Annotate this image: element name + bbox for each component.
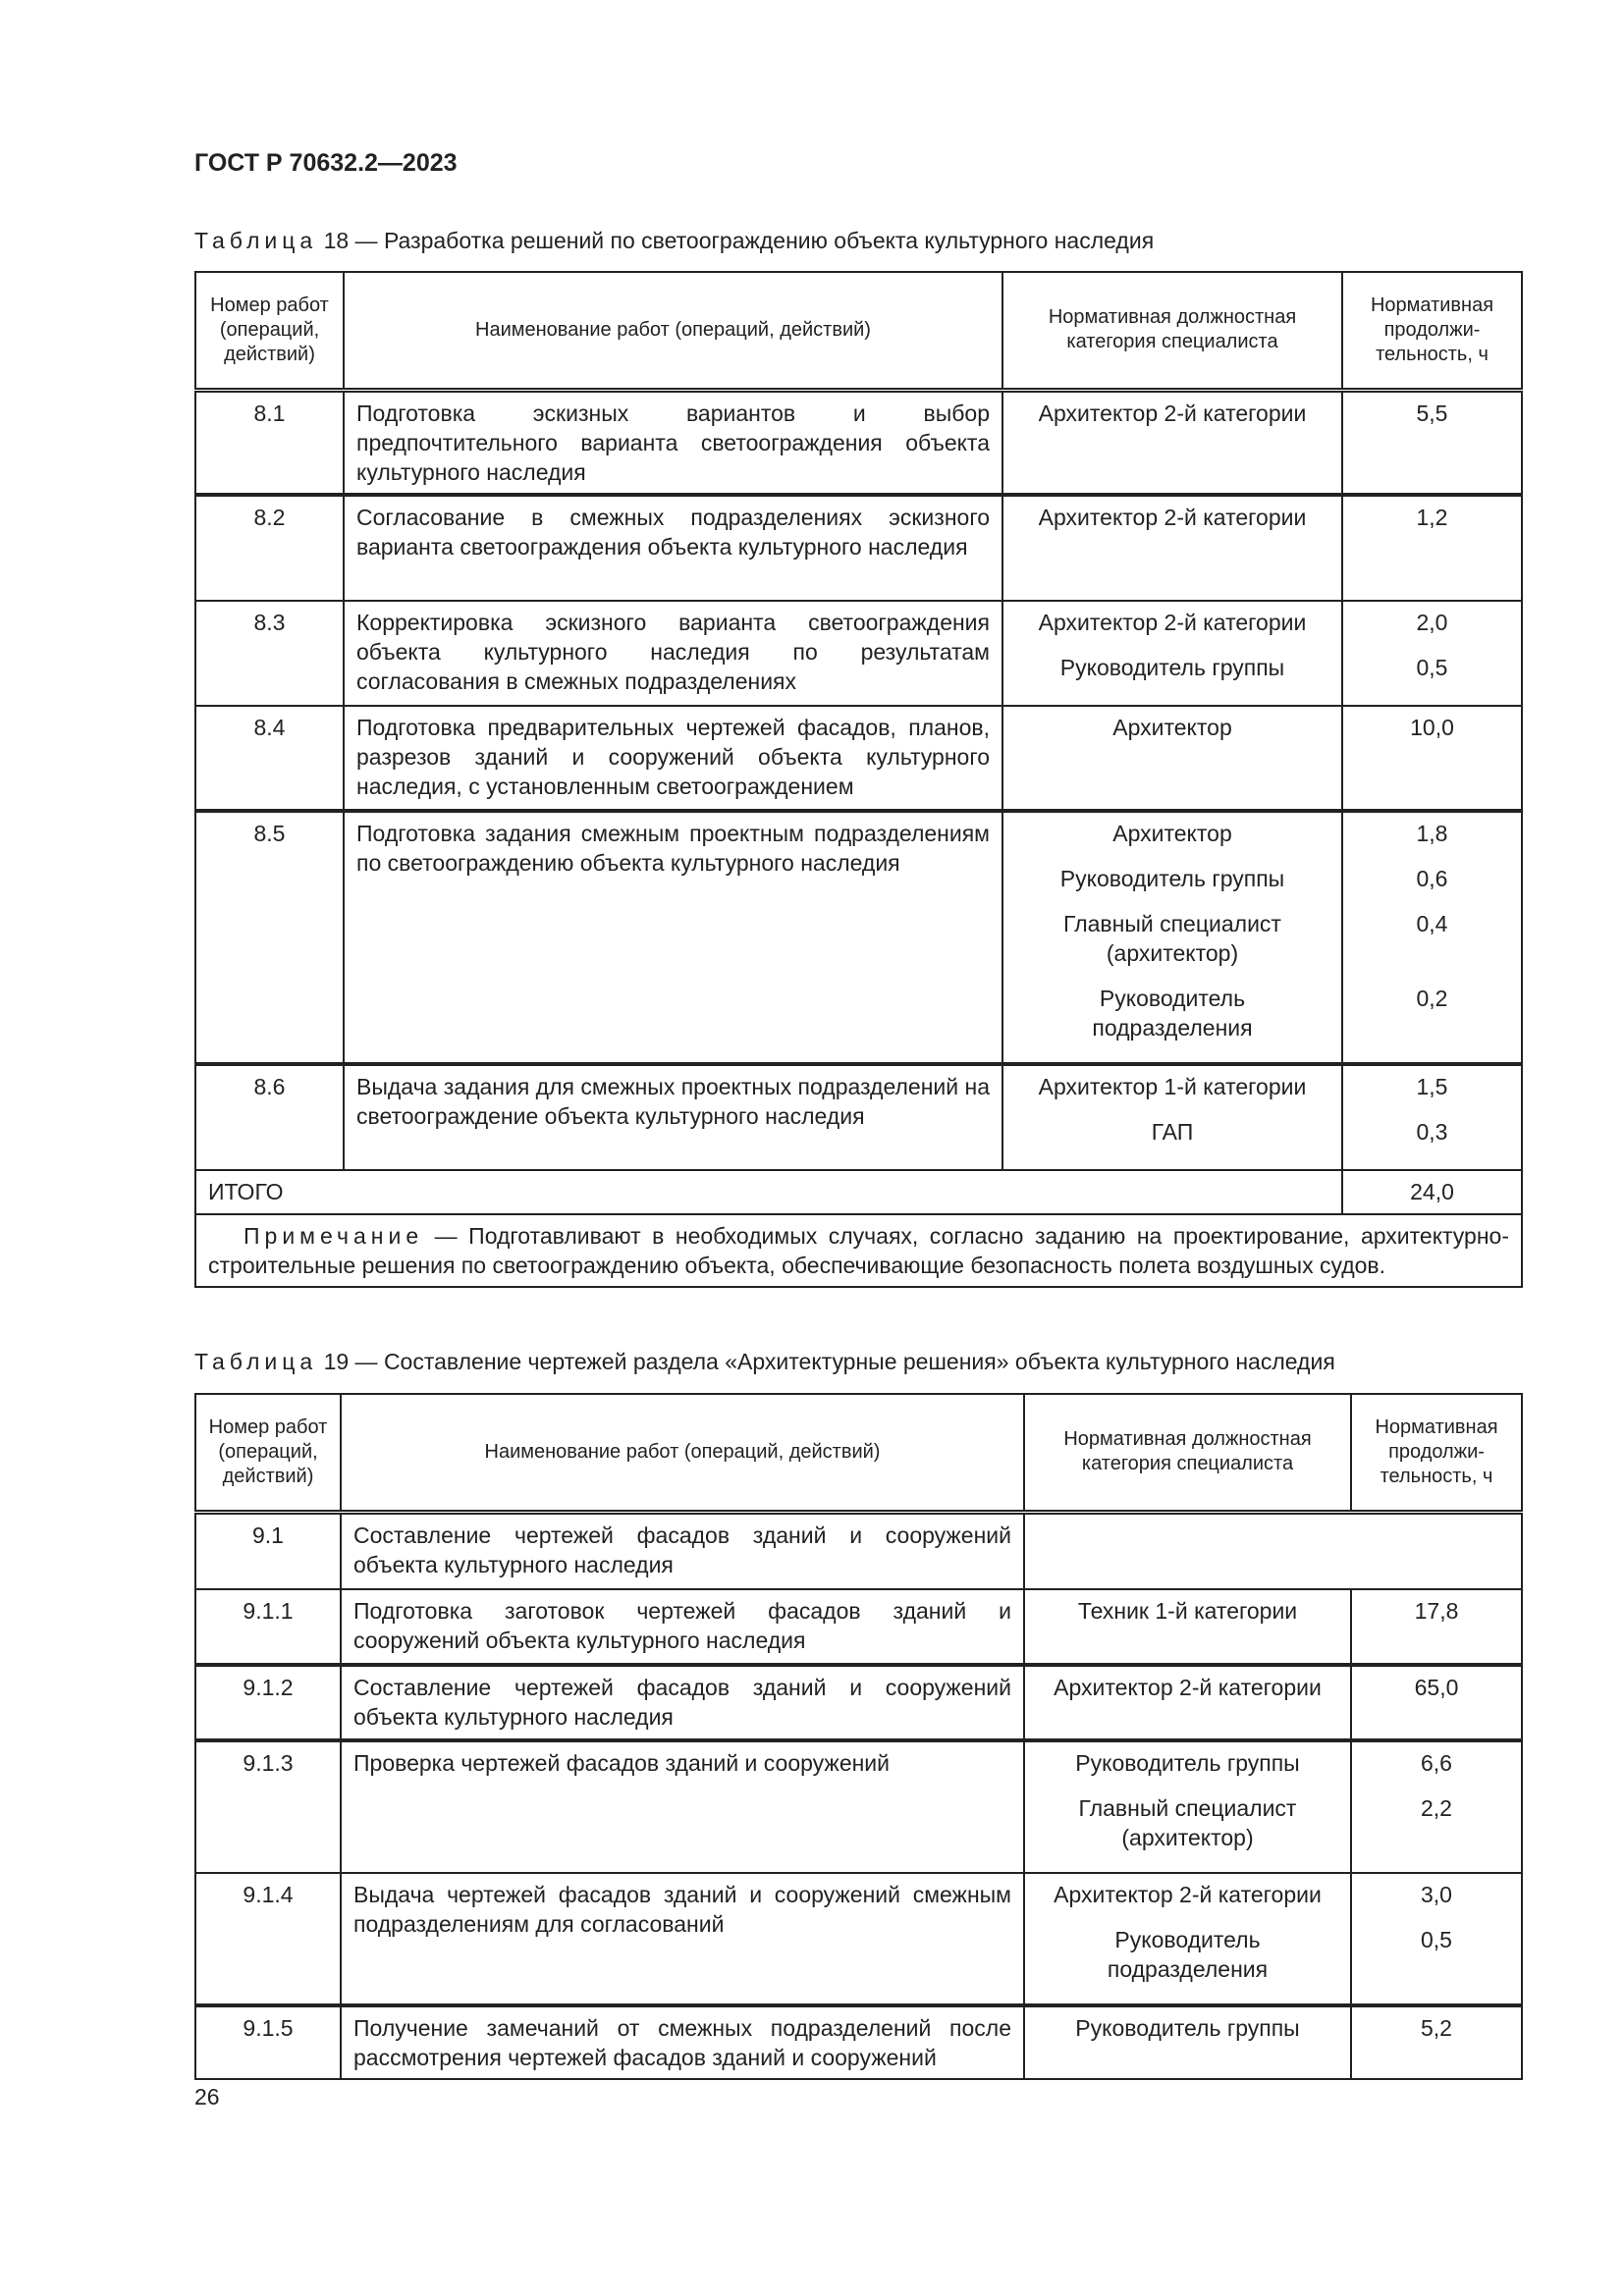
hours-cell bbox=[1342, 706, 1522, 811]
hours-cell bbox=[1351, 1873, 1522, 2005]
table-18-caption bbox=[194, 228, 1154, 254]
specialist-cell bbox=[1002, 495, 1342, 601]
table-19-caption bbox=[194, 1349, 1335, 1375]
document-title: ГОСТ Р 70632.2—2023 bbox=[194, 149, 458, 177]
hours-value: 0,6 bbox=[1416, 866, 1448, 891]
empty-cell bbox=[1024, 1512, 1522, 1589]
note-word: Примечание bbox=[244, 1223, 424, 1249]
table-row bbox=[195, 601, 1522, 706]
table-row bbox=[195, 1589, 1522, 1665]
specialist-role: Главный специалист (архитектор) bbox=[1078, 1795, 1297, 1850]
row-number: 8.4 bbox=[195, 706, 344, 811]
hours-cell bbox=[1351, 1665, 1522, 1740]
caption-text: 18 — Разработка решений по светоограждению объекта культурного наследия bbox=[323, 228, 1155, 253]
hours-cell bbox=[1342, 811, 1522, 1064]
work-name: Подготовка заготовок чертежей фасадов зданий и сооружений объекта культурного наследия bbox=[341, 1589, 1024, 1665]
total-label: ИТОГО bbox=[195, 1170, 1342, 1214]
row-number: 9.1.4 bbox=[195, 1873, 341, 2005]
row-number: 9.1.5 bbox=[195, 2005, 341, 2079]
page-number: 26 bbox=[194, 2084, 220, 2109]
hours-value: 3,0 bbox=[1421, 1882, 1452, 1907]
table-row bbox=[195, 1740, 1522, 1873]
row-number: 8.3 bbox=[195, 601, 344, 706]
work-name: Проверка чертежей фасадов зданий и сооружений bbox=[341, 1740, 1024, 1873]
table-row bbox=[195, 390, 1522, 495]
table-row bbox=[195, 706, 1522, 811]
note-row bbox=[195, 1214, 1522, 1287]
table-row bbox=[195, 1665, 1522, 1740]
hours-value: 1,5 bbox=[1416, 1074, 1448, 1099]
hours-cell bbox=[1342, 601, 1522, 706]
total-value: 24,0 bbox=[1342, 1170, 1522, 1214]
specialist-cell bbox=[1002, 706, 1342, 811]
specialist-role: Техник 1-й категории bbox=[1077, 1598, 1298, 1624]
caption-text: 19 — Составление чертежей раздела «Архитектурные решения» объекта культурного наследия bbox=[323, 1349, 1335, 1374]
work-name: Согласование в смежных подразделениях эскизного варианта светоограждения объекта культурного наследия bbox=[344, 495, 1002, 601]
table-18 bbox=[194, 271, 1523, 1288]
specialist-cell bbox=[1002, 811, 1342, 1064]
header-role: Нормативная должностная категория специалиста bbox=[1002, 272, 1342, 390]
caption-word: Таблица bbox=[194, 1349, 318, 1374]
hours-value: 17,8 bbox=[1414, 1598, 1459, 1624]
specialist-cell bbox=[1024, 1589, 1351, 1665]
header-num: Номер работ (операций, действий) bbox=[195, 1394, 341, 1512]
specialist-role: Руководитель подразделения bbox=[1092, 986, 1253, 1041]
hours-value: 65,0 bbox=[1414, 1675, 1459, 1700]
specialist-cell bbox=[1024, 1665, 1351, 1740]
header-role: Нормативная должностная категория специалиста bbox=[1024, 1394, 1351, 1512]
table-row bbox=[195, 1873, 1522, 2005]
specialist-cell bbox=[1024, 1740, 1351, 1873]
table-header bbox=[195, 1394, 1522, 1512]
hours-value: 6,6 bbox=[1421, 1750, 1452, 1776]
table-note bbox=[195, 1214, 1522, 1287]
table-row bbox=[195, 1064, 1522, 1170]
specialist-cell bbox=[1024, 2005, 1351, 2079]
specialist-role: Руководитель группы bbox=[1059, 866, 1285, 891]
note-text: — Подготавливают в необходимых случаях, согласно заданию на проектирование, архитектурно-строительные решения по светоограждению объекта, обеспечивающие безопасность полета воздушных судов. bbox=[208, 1223, 1509, 1278]
specialist-role: Руководитель группы bbox=[1059, 655, 1285, 680]
hours-value: 0,4 bbox=[1416, 911, 1448, 936]
row-number: 8.1 bbox=[195, 390, 344, 495]
work-name: Выдача задания для смежных проектных подразделений на светоограждение объекта культурного наследия bbox=[344, 1064, 1002, 1170]
work-name: Подготовка задания смежным проектным подразделениям по светоограждению объекта культурного наследия bbox=[344, 811, 1002, 1064]
work-name: Составление чертежей фасадов зданий и сооружений объекта культурного наследия bbox=[341, 1512, 1024, 1589]
row-number: 8.2 bbox=[195, 495, 344, 601]
specialist-role: Архитектор bbox=[1112, 715, 1232, 740]
specialist-cell bbox=[1002, 390, 1342, 495]
specialist-role: Архитектор 2-й категории bbox=[1038, 610, 1307, 635]
total-row bbox=[195, 1170, 1522, 1214]
hours-cell bbox=[1351, 1589, 1522, 1665]
hours-value: 2,0 bbox=[1416, 610, 1448, 635]
caption-word: Таблица bbox=[194, 228, 318, 253]
hours-value: 0,5 bbox=[1421, 1927, 1452, 1952]
specialist-role: Руководитель группы bbox=[1075, 1750, 1300, 1776]
table-row bbox=[195, 495, 1522, 601]
hours-cell bbox=[1342, 495, 1522, 601]
hours-value: 5,5 bbox=[1416, 400, 1448, 426]
table-row bbox=[195, 2005, 1522, 2079]
header-name: Наименование работ (операций, действий) bbox=[341, 1394, 1024, 1512]
hours-value: 0,2 bbox=[1416, 986, 1448, 1011]
specialist-cell bbox=[1002, 601, 1342, 706]
row-number: 9.1.2 bbox=[195, 1665, 341, 1740]
specialist-role: Главный специалист (архитектор) bbox=[1063, 911, 1281, 966]
specialist-cell bbox=[1002, 1064, 1342, 1170]
work-name: Подготовка эскизных вариантов и выбор предпочтительного варианта светоограждения объекта культурного наследия bbox=[344, 390, 1002, 495]
table-19 bbox=[194, 1393, 1523, 2080]
header-hours: Нормативная продолжи-тельность, ч bbox=[1351, 1394, 1522, 1512]
header-name: Наименование работ (операций, действий) bbox=[344, 272, 1002, 390]
row-number: 9.1 bbox=[195, 1512, 341, 1589]
specialist-cell bbox=[1024, 1873, 1351, 2005]
hours-value: 10,0 bbox=[1410, 715, 1454, 740]
header-hours: Нормативная продолжи-тельность, ч bbox=[1342, 272, 1522, 390]
work-name: Подготовка предварительных чертежей фасадов, планов, разрезов зданий и сооружений объекта культурного наследия, с установленным светоограждением bbox=[344, 706, 1002, 811]
work-name: Составление чертежей фасадов зданий и сооружений объекта культурного наследия bbox=[341, 1665, 1024, 1740]
work-name: Выдача чертежей фасадов зданий и сооружений смежным подразделениям для согласований bbox=[341, 1873, 1024, 2005]
hours-cell bbox=[1351, 1740, 1522, 1873]
work-name: Корректировка эскизного варианта светоограждения объекта культурного наследия по результатам согласования в смежных подразделениях bbox=[344, 601, 1002, 706]
hours-value: 1,2 bbox=[1416, 505, 1448, 530]
row-number: 8.6 bbox=[195, 1064, 344, 1170]
row-number: 8.5 bbox=[195, 811, 344, 1064]
specialist-role: Архитектор 2-й категории bbox=[1054, 1675, 1322, 1700]
row-number: 9.1.1 bbox=[195, 1589, 341, 1665]
specialist-role: Архитектор 2-й категории bbox=[1054, 1882, 1322, 1907]
specialist-role: ГАП bbox=[1151, 1119, 1194, 1145]
work-name: Получение замечаний от смежных подразделений после рассмотрения чертежей фасадов зданий и сооружений bbox=[341, 2005, 1024, 2079]
hours-cell bbox=[1342, 1064, 1522, 1170]
hours-cell bbox=[1342, 390, 1522, 495]
specialist-role: Архитектор bbox=[1112, 821, 1232, 846]
row-number: 9.1.3 bbox=[195, 1740, 341, 1873]
specialist-role: Архитектор 2-й категории bbox=[1038, 400, 1307, 426]
table-row bbox=[195, 811, 1522, 1064]
hours-value: 0,3 bbox=[1416, 1119, 1448, 1145]
header-num: Номер работ (операций, действий) bbox=[195, 272, 344, 390]
hours-value: 5,2 bbox=[1421, 2015, 1452, 2041]
hours-value: 0,5 bbox=[1416, 655, 1448, 680]
specialist-role: Руководитель подразделения bbox=[1107, 1927, 1269, 1982]
hours-cell bbox=[1351, 2005, 1522, 2079]
table-row bbox=[195, 1512, 1522, 1589]
specialist-role: Архитектор 1-й категории bbox=[1038, 1074, 1307, 1099]
hours-value: 1,8 bbox=[1416, 821, 1448, 846]
hours-value: 2,2 bbox=[1421, 1795, 1452, 1821]
specialist-role: Руководитель группы bbox=[1075, 2015, 1300, 2041]
specialist-role: Архитектор 2-й категории bbox=[1038, 505, 1307, 530]
table-header bbox=[195, 272, 1522, 390]
